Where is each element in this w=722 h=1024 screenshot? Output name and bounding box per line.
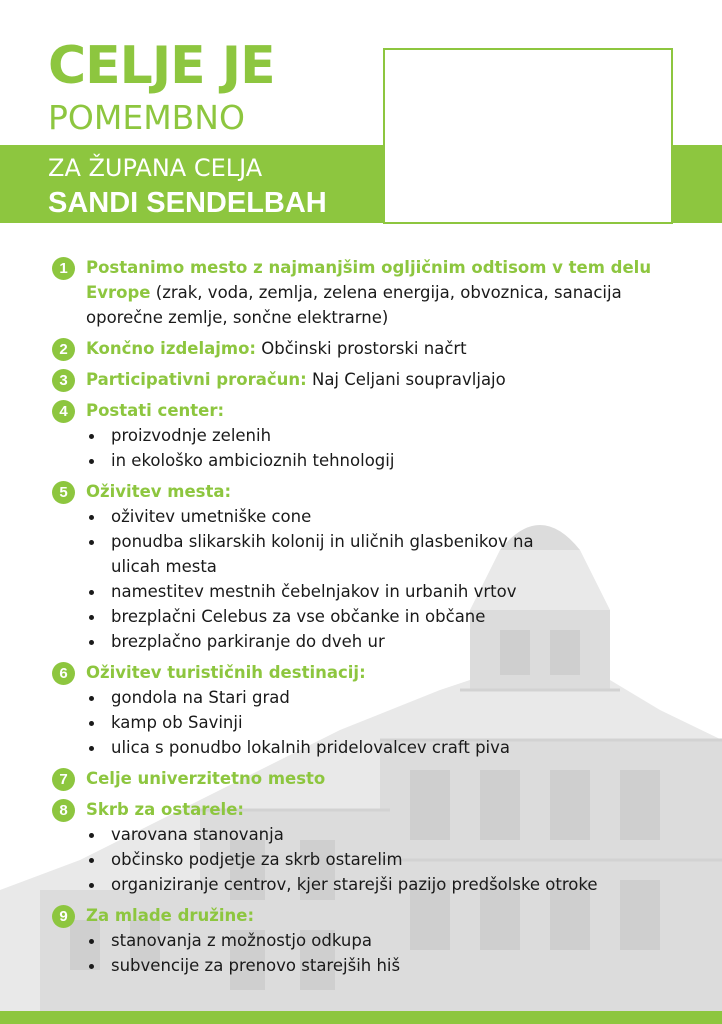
headline-celje-je: CELJE JE (48, 36, 275, 96)
list-item: ulica s ponudbo lokalnih pridelovalcev craft piva (86, 735, 662, 760)
list-item: občinsko podjetje za skrb ostarelim (86, 847, 662, 872)
list-item: gondola na Stari grad (86, 685, 662, 710)
program-item-2 (52, 336, 662, 361)
list-item: subvencije za prenovo starejših hiš (86, 953, 662, 978)
item-heading: Za mlade družine: (86, 906, 255, 925)
number-badge: 7 (52, 768, 75, 791)
item-text: (zrak, voda, zemlja, zelena energija, obvoznica, sanacija oporečne zemlje, sončne elektrarne) (86, 283, 622, 327)
list-item: ponudba slikarskih kolonij in uličnih glasbenikov na ulicah mesta (86, 529, 662, 579)
program-item-7 (52, 766, 662, 791)
number-badge: 4 (52, 400, 75, 423)
candidate-photo-placeholder (383, 48, 673, 224)
number-badge: 3 (52, 369, 75, 392)
number-badge: 6 (52, 662, 75, 685)
item-heading: Končno izdelajmo: (86, 339, 257, 358)
item-text: Občinski prostorski načrt (256, 339, 467, 358)
program-item-8 (52, 797, 662, 897)
item-heading: Oživitev turističnih destinacij: (86, 663, 366, 682)
item-text: Naj Celjani soupravljajo (306, 370, 506, 389)
program-item-5 (52, 479, 662, 654)
footer-green-bar (0, 1011, 722, 1024)
list-item: in ekološko ambicioznih tehnologij (86, 448, 662, 473)
program-item-4 (52, 398, 662, 473)
headline-pomembno: POMEMBNO (48, 98, 245, 137)
program-item-6 (52, 660, 662, 760)
list-item: oživitev umetniške cone (86, 504, 662, 529)
number-badge: 8 (52, 799, 75, 822)
list-item: organiziranje centrov, kjer starejši pazijo predšolske otroke (86, 872, 662, 897)
candidate-subtitle: ZA ŽUPANA CELJA (48, 154, 263, 182)
item-heading: Oživitev mesta: (86, 482, 232, 501)
program-list (52, 255, 662, 984)
list-item: brezplačni Celebus za vse občanke in občane (86, 604, 662, 629)
item-heading: Celje univerzitetno mesto (86, 769, 326, 788)
list-item: kamp ob Savinji (86, 710, 662, 735)
list-item: proizvodnje zelenih (86, 423, 662, 448)
item-heading: Postanimo mesto z najmanjšim ogljičnim odtisom v tem delu Evrope (86, 258, 652, 302)
item-heading: Postati center: (86, 401, 225, 420)
number-badge: 9 (52, 905, 75, 928)
program-item-3 (52, 367, 662, 392)
program-item-9 (52, 903, 662, 978)
item-heading: Skrb za ostarele: (86, 800, 244, 819)
number-badge: 1 (52, 257, 75, 280)
item-heading: Participativni proračun: (86, 370, 307, 389)
list-item: varovana stanovanja (86, 822, 662, 847)
candidate-name: SANDI SENDELBAH (48, 187, 327, 219)
number-badge: 2 (52, 338, 75, 361)
list-item: brezplačno parkiranje do dveh ur (86, 629, 662, 654)
number-badge: 5 (52, 481, 75, 504)
list-item: namestitev mestnih čebelnjakov in urbanih vrtov (86, 579, 662, 604)
list-item: stanovanja z možnostjo odkupa (86, 928, 662, 953)
program-item-1 (52, 255, 662, 330)
